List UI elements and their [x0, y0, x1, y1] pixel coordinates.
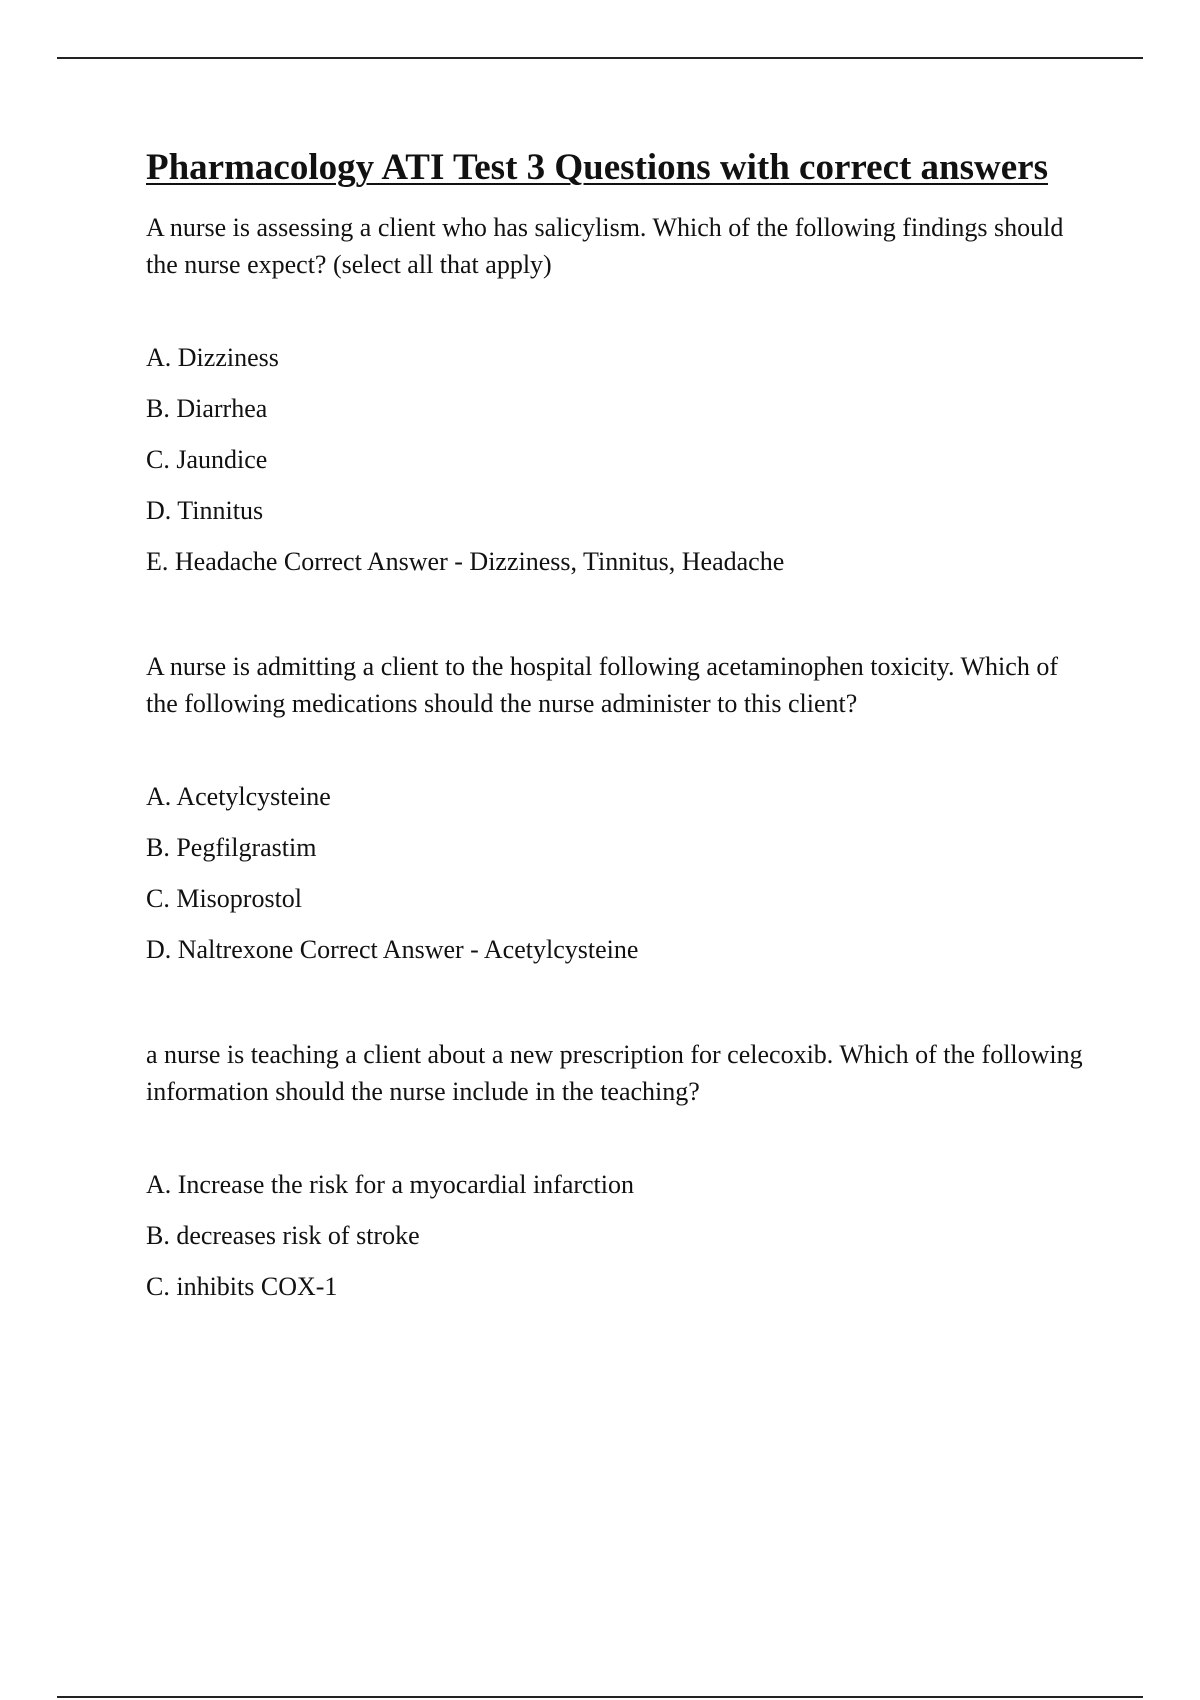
answer-option: A. Acetylcysteine — [146, 782, 331, 811]
question-3-prompt: a nurse is teaching a client about a new prescription for celecoxib. Which of the following information should the nurse include in the teaching? — [146, 1040, 1083, 1106]
question-2-prompt: A nurse is admitting a client to the hospital following acetaminophen toxicity. Which of the following medications should the nurse administer to this client? — [146, 652, 1058, 718]
answer-option: A. Increase the risk for a myocardial infarction — [146, 1170, 635, 1199]
bottom-divider — [57, 1696, 1143, 1698]
question-2-options — [146, 778, 1086, 968]
question-1-options — [146, 339, 1086, 580]
answer-option: C. inhibits COX-1 — [146, 1272, 338, 1301]
answer-option: D. Tinnitus — [146, 496, 264, 525]
top-divider — [57, 57, 1143, 59]
answer-option: C. Jaundice — [146, 445, 268, 474]
question-1-prompt: A nurse is assessing a client who has salicylism. Which of the following findings should the nurse expect? (select all that apply) — [146, 213, 1064, 279]
answer-option: C. Misoprostol — [146, 884, 303, 913]
answer-option: B. decreases risk of stroke — [146, 1221, 420, 1250]
answer-option: A. Dizziness — [146, 343, 279, 372]
answer-option: E. Headache Correct Answer - Dizziness, Tinnitus, Headache — [146, 547, 785, 576]
question-3-options — [146, 1166, 1086, 1305]
answer-option: B. Pegfilgrastim — [146, 833, 317, 862]
answer-option: D. Naltrexone Correct Answer - Acetylcysteine — [146, 935, 639, 964]
document-body — [146, 143, 1086, 1305]
document-title: Pharmacology ATI Test 3 Questions with correct answers — [146, 147, 1049, 188]
answer-option: B. Diarrhea — [146, 394, 268, 423]
